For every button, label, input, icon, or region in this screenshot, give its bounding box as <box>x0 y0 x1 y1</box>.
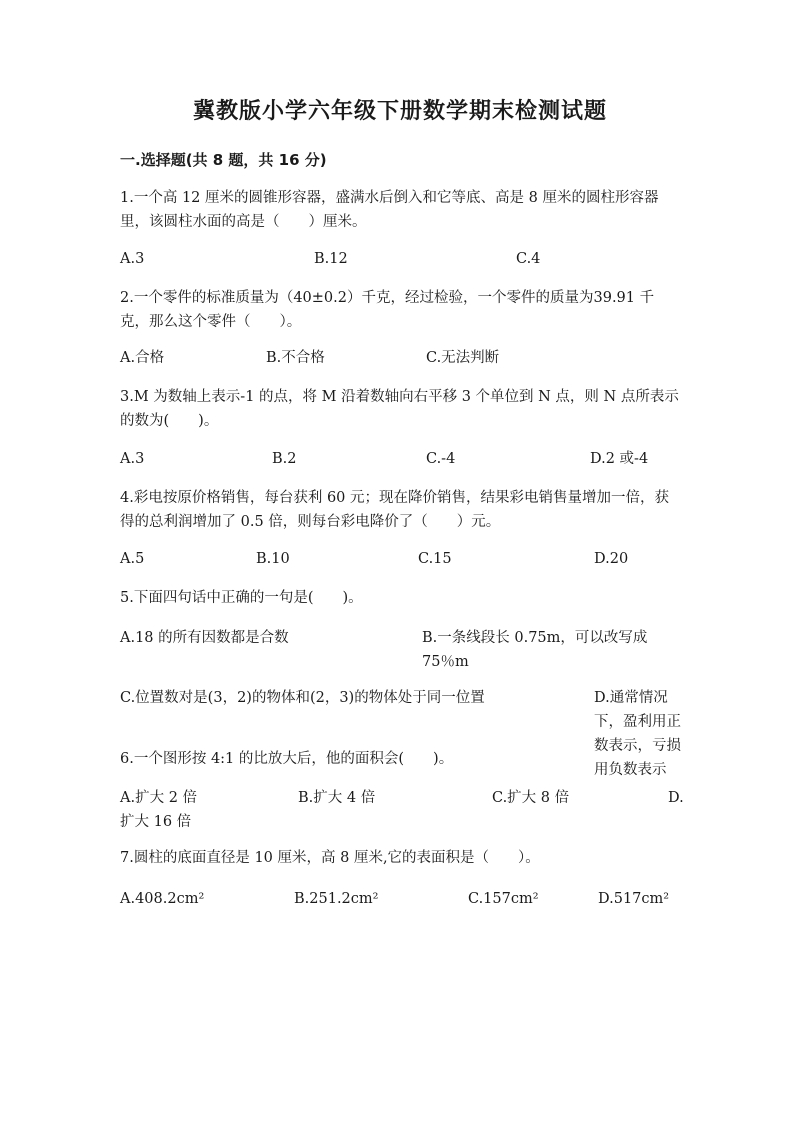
option-b[interactable]: B.251.2cm² <box>294 891 379 907</box>
option-a[interactable]: A.3 <box>120 251 145 267</box>
option-a[interactable]: A.3 <box>120 451 145 467</box>
question-1-options <box>120 247 690 271</box>
question-7: 7.圆柱的底面直径是 10 厘米，高 8 厘米,它的表面积是（ ）。 <box>120 850 540 866</box>
option-c[interactable]: C.位置数对是(3，2)的物体和(2，3)的物体处于同一位置 <box>120 690 485 706</box>
option-c[interactable]: C.15 <box>418 551 452 567</box>
option-a[interactable]: A.5 <box>120 551 145 567</box>
question-7-options <box>120 887 690 911</box>
question-6: 6.一个图形按 4:1 的比放大后，他的面积会( )。 <box>120 751 454 767</box>
page-title: 冀教版小学六年级下册数学期末检测试题 <box>192 99 607 124</box>
question-3: 3.M 为数轴上表示-1 的点，将 M 沿着数轴向右平移 3 个单位到 N 点，则 N 点所表示的数为( )。 <box>120 389 679 429</box>
option-d[interactable]: D.517cm² <box>598 891 670 907</box>
option-c[interactable]: C.4 <box>516 251 541 267</box>
option-c[interactable]: C.无法判断 <box>426 350 500 366</box>
option-a[interactable]: A.408.2cm² <box>120 891 205 907</box>
option-a[interactable]: A.18 的所有因数都是合数 <box>120 630 289 646</box>
option-b[interactable]: B.扩大 4 倍 <box>298 790 376 806</box>
question-3-options <box>120 447 690 471</box>
option-a[interactable]: A.合格 <box>120 350 165 366</box>
option-b[interactable]: B.不合格 <box>266 350 325 366</box>
option-c[interactable]: C.-4 <box>426 451 456 467</box>
option-c[interactable]: C.扩大 8 倍 <box>492 790 570 806</box>
question-2: 2.一个零件的标准质量为（40±0.2）千克，经过检验，一个零件的质量为39.91 千克，那么这个零件（ ）。 <box>120 290 655 330</box>
question-4: 4.彩电按原价格销售，每台获利 60 元；现在降价销售，结果彩电销售量增加一倍，获得的总利润增加了 0.5 倍，则每台彩电降价了（ ）元。 <box>120 490 670 530</box>
question-5: 5.下面四句话中正确的一句是( )。 <box>120 590 363 606</box>
option-a[interactable]: A.扩大 2 倍 <box>120 790 198 806</box>
option-b[interactable]: B.10 <box>256 551 290 567</box>
option-b[interactable]: B.2 <box>272 451 297 467</box>
option-b: B.一条线段长 0.75m，可以改写成75％m <box>422 630 648 670</box>
question-4-options <box>120 547 690 571</box>
option-c[interactable]: C.157cm² <box>468 891 539 907</box>
question-6-options <box>120 786 690 834</box>
option-d[interactable]: D.2 或-4 <box>590 451 649 467</box>
question-5-options-row-1 <box>120 626 690 674</box>
question-2-options <box>120 346 690 370</box>
option-d: D.扩大 16 倍 <box>120 790 684 830</box>
option-d: D.通常情况下，盈利用正数表示，亏损用负数表示 <box>594 690 681 778</box>
section-heading: 一.选择题(共 8 题，共 16 分) <box>120 151 327 169</box>
question-1: 1.一个高 12 厘米的圆锥形容器，盛满水后倒入和它等底、高是 8 厘米的圆柱形容器里，该圆柱水面的高是（ ）厘米。 <box>120 190 659 230</box>
option-b[interactable]: B.12 <box>314 251 348 267</box>
option-d[interactable]: D.20 <box>594 551 629 567</box>
